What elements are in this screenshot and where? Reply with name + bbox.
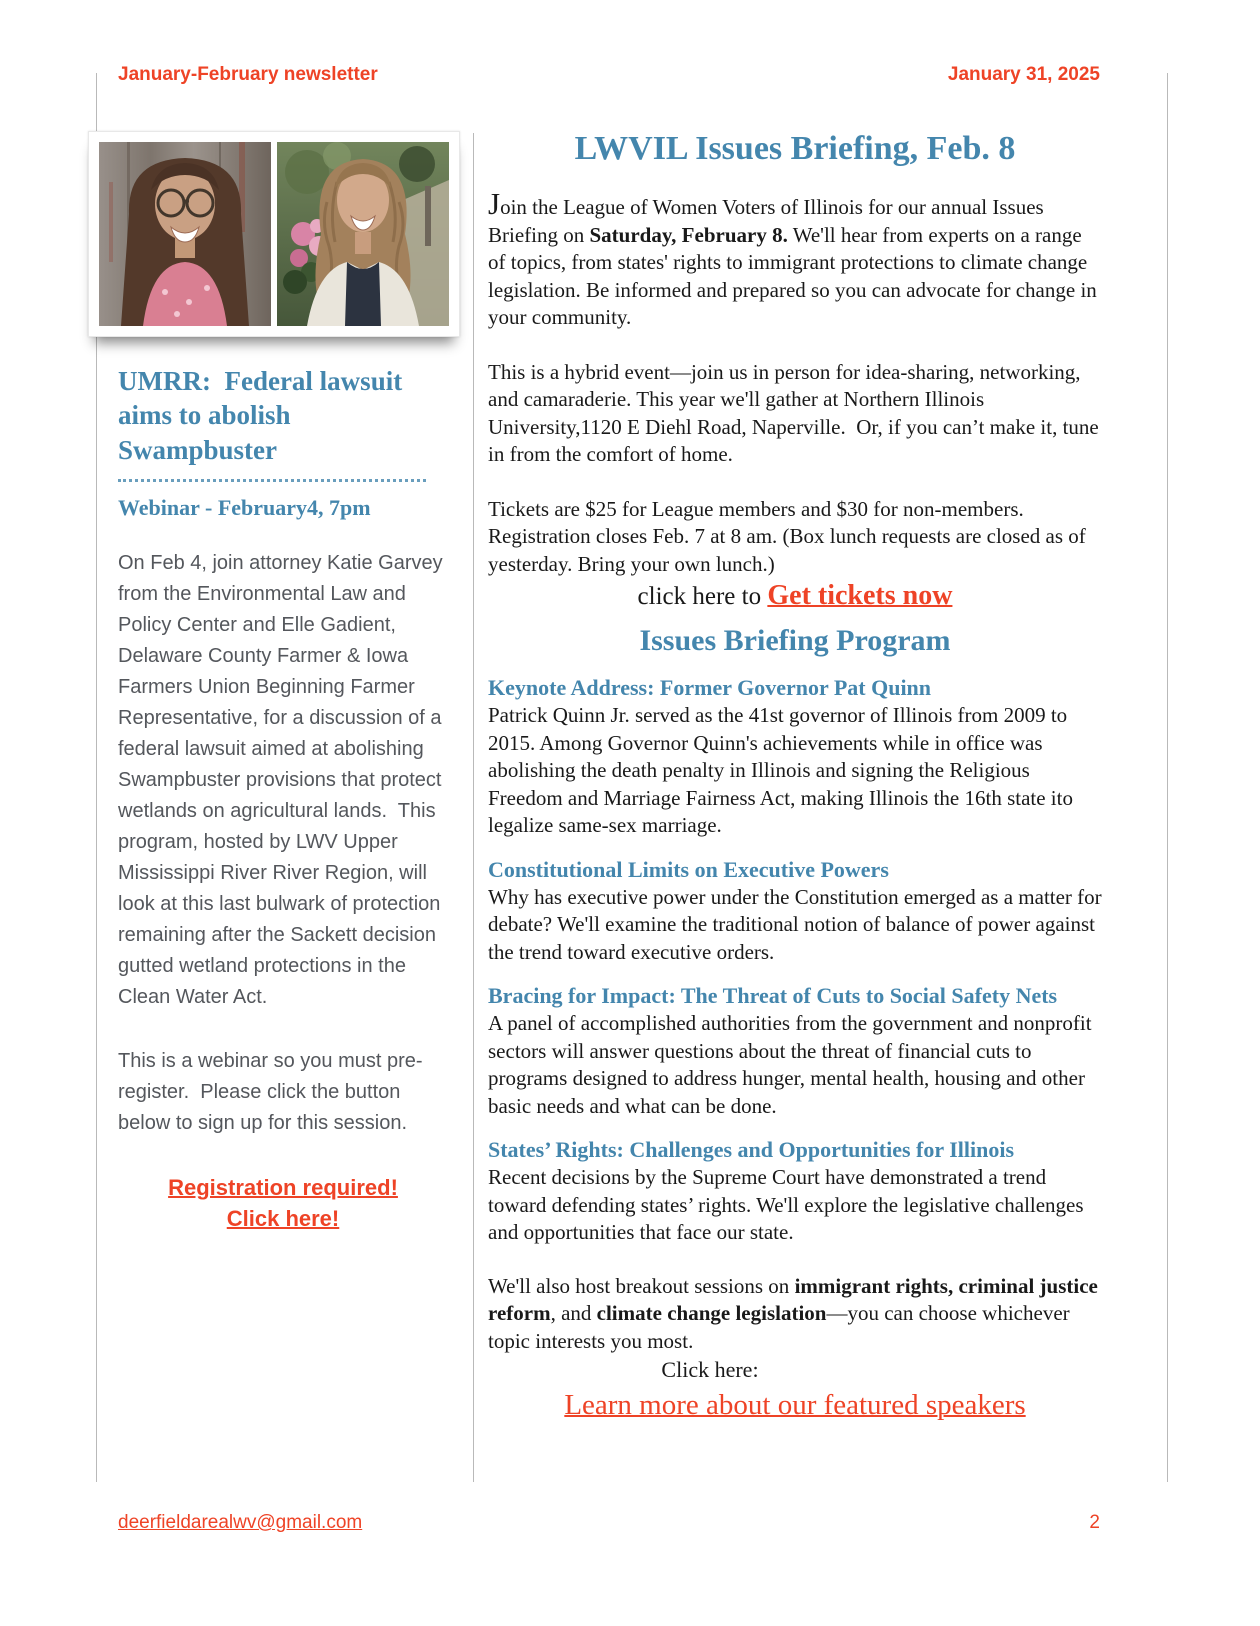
registration-link-line2: Click here! xyxy=(226,1205,340,1231)
registration-link-line1: Registration required! xyxy=(168,1174,398,1200)
session-heading: Constitutional Limits on Executive Powers xyxy=(488,856,889,882)
headshot-right xyxy=(277,142,449,326)
breakout-text: We'll also host breakout sessions on xyxy=(488,1273,795,1298)
session-body: Patrick Quinn Jr. served as the 41st governor of Illinois from 2009 to 2015. Among Governor Quinn's achievements while in office was abolishing the death penalty in Illinois and signing the Religious Freedom and Marriage Fairness Act, making Illinois the 16th state ito legalize same-sex marriage. xyxy=(488,703,1073,837)
speakers-link[interactable]: Learn more about our featured speakers xyxy=(564,1389,1026,1421)
session-states-rights xyxy=(488,1137,1102,1247)
session-heading: Bracing for Impact: The Threat of Cuts to Social Safety Nets xyxy=(488,983,1058,1008)
left-article-title: UMRR: Federal lawsuit aims to abolish Swampbuster xyxy=(118,366,409,465)
intro-text-after: We'll hear from experts on a range of topics, from states' rights to immigrant protections to climate change legislation. Be informed and prepared so you can advocate for change in your community. xyxy=(488,222,1097,329)
registration-link[interactable] xyxy=(118,1173,448,1235)
breakout-bold-criminal-justice: criminal justice reform xyxy=(488,1273,1098,1325)
session-body: Why has executive power under the Constitution emerged as a matter for debate? We'll examine the traditional notion of balance of power against the trend toward executive orders. xyxy=(488,884,1102,964)
cta-prefix: click here to xyxy=(637,583,768,610)
drop-cap: J xyxy=(488,186,501,221)
page-header xyxy=(118,64,1100,86)
intro-paragraph xyxy=(488,186,1102,332)
webinar-registration-note: This is a webinar so you must pre-register. Please click the button below to sign up for this session. xyxy=(118,1049,423,1134)
session-body: Recent decisions by the Supreme Court have demonstrated a trend toward defending states’ rights. We'll explore the legislative challenges and opportunities that face our state. xyxy=(488,1165,1084,1244)
program-heading: Issues Briefing Program xyxy=(639,624,951,657)
briefing-title: LWVIL Issues Briefing, Feb. 8 xyxy=(574,130,1016,167)
breakout-paragraph xyxy=(488,1273,1102,1356)
intro-text: oin the League of Women Voters of Illinois for our annual Issues Briefing on xyxy=(488,195,1044,247)
column-divider-line xyxy=(473,133,474,1482)
session-heading: States’ Rights: Challenges and Opportunities for Illinois xyxy=(488,1137,1015,1162)
get-tickets-link[interactable]: Get tickets now xyxy=(767,580,953,611)
issue-date: January 31, 2025 xyxy=(947,64,1100,85)
right-border-line xyxy=(1167,73,1168,1482)
session-heading: Keynote Address: Former Governor Pat Quinn xyxy=(488,675,932,700)
page-footer xyxy=(118,1512,1100,1534)
right-column xyxy=(488,130,1102,1422)
webinar-subtitle: Webinar - February4, 7pm xyxy=(118,494,371,520)
speakers-photo xyxy=(88,131,460,337)
tickets-paragraph: Tickets are $25 for League members and $30 for non-members. Registration closes Feb. 7 at 8 am. (Box lunch requests are closed as of yesterday. Bring your own lunch.) xyxy=(488,496,1086,576)
breakout-bold-immigrant-rights: immigrant rights, xyxy=(794,1273,954,1298)
dotted-divider xyxy=(118,479,426,482)
breakout-text: , and xyxy=(550,1301,597,1325)
newsletter-label: January-February newsletter xyxy=(118,64,378,85)
page-number: 2 xyxy=(1089,1512,1100,1533)
left-column xyxy=(118,364,448,1234)
session-keynote xyxy=(488,675,1102,840)
breakout-text: —you can choose whichever topic interests you most. xyxy=(488,1301,1070,1353)
footer-email-link[interactable]: deerfieldarealwv@gmail.com xyxy=(118,1512,363,1533)
session-body: A panel of accomplished authorities from the government and nonprofit sectors will answer questions about the threat of financial cuts to programs designed to address hunger, mental health, housing and other basic needs and what can be done. xyxy=(488,1011,1092,1118)
intro-bold-date: Saturday, February 8. xyxy=(589,222,788,247)
hybrid-event-paragraph: This is a hybrid event—join us in person for idea-sharing, networking, and camaraderie. This year we'll gather at Northern Illinois University,1120 E Diehl Road, Naperville. Or, if you can’t make it, tune in from the comfort of home. xyxy=(488,359,1104,466)
click-here-label: Click here: xyxy=(661,1357,759,1382)
breakout-bold-climate-change: climate change legislation xyxy=(596,1301,827,1325)
session-constitutional-limits xyxy=(488,857,1102,967)
tickets-cta xyxy=(488,580,1102,612)
session-social-safety-nets xyxy=(488,983,1102,1120)
webinar-description: On Feb 4, join attorney Katie Garvey from the Environmental Law and Policy Center and Elle Gadient, Delaware County Farmer & Iowa Farmers Union Beginning Farmer Representative, for a discussion of a federal lawsuit aimed at abolishing Swampbuster provisions that protect wetlands on agricultural lands. This program, hosted by LWV Upper Mississippi River River Region, will look at this last bulwark of protection remaining after the Sackett decision gutted wetland protections in the Clean Water Act. xyxy=(118,551,449,1008)
headshot-left xyxy=(99,142,271,326)
